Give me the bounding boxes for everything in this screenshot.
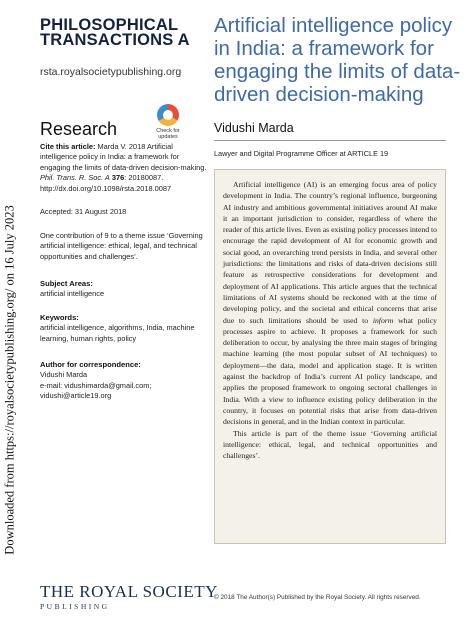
author-name: Vidushi Marda: [214, 121, 294, 135]
subject-value: artificial intelligence: [40, 289, 105, 299]
citation-block: [40, 142, 210, 194]
keywords: [40, 313, 210, 344]
cite-text: Marda V. 2018 Artificial intelligence policy in India: a framework for engaging the limits of data-driven decision-making.: [40, 142, 207, 172]
abstract-text-b: what policy processes aspire to achieve. It proposes a framework for such deliberation to occur, by analysing the three main stages of bringing machine learning (the most popular subset of AI techniques) to deployment—the data, model and application stage. It is written against the backdrop of India’s current AI policy landscape, and applies the proposed framework to ongoing sectoral challenges in India. With a view to influence existing policy deliberation in the country, it focuses on potential risks that arise from data-driven decisions in general, and in the Indian context in particular.: [223, 315, 437, 427]
abstract-theme-note: This article is part of the theme issue ‘Governing artificial intelligence: ethical, legal, and technical opportunities and challenges’.: [223, 428, 437, 461]
download-note: Downloaded from https://royalsocietypublishing.org/ on 16 July 2023: [2, 205, 17, 555]
cite-label: Cite this article:: [40, 142, 96, 151]
keywords-value: artificial intelligence, algorithms, India, machine learning, human rights, policy: [40, 323, 195, 343]
rs-logo-line2: PUBLISHING: [40, 602, 110, 611]
accepted-date: Accepted: 31 August 2018: [40, 207, 127, 216]
cite-volume: 376: [111, 173, 125, 183]
badge-line1: Check for: [156, 128, 180, 134]
badge-line2: updates: [158, 134, 178, 140]
journal-name-line1: PHILOSOPHICAL: [40, 16, 179, 34]
divider: [214, 140, 446, 141]
journal-logo: [40, 18, 190, 48]
keywords-head: Keywords:: [40, 313, 79, 322]
email-1[interactable]: vidushimarda@gmail.com;: [64, 380, 152, 390]
rs-logo-line1: THE ROYAL SOCIETY: [40, 582, 218, 601]
journal-name-line2: TRANSACTIONS A: [40, 31, 190, 49]
crossmark-icon: [157, 104, 179, 126]
subject-areas: [40, 279, 210, 300]
cite-pages: : 20180087.: [124, 173, 164, 183]
article-title: Artificial intelligence policy in India: a framework for engaging the limits of data-driven decision-making: [214, 14, 461, 106]
correspondence-name: Vidushi Marda: [40, 370, 88, 380]
abstract-paragraph: [223, 179, 437, 428]
email-label: e-mail:: [40, 380, 65, 390]
abstract-emphasis: inform: [372, 315, 394, 325]
download-watermark: [3, 150, 17, 610]
copyright-note: © 2018 The Author(s) Published by the Royal Society. All rights reserved.: [214, 594, 421, 601]
theme-issue-note: One contribution of 9 to a theme issue ‘Governing artificial intelligence: ethical, legal, and technical opportunities and challenges’.: [40, 231, 203, 261]
correspondence-head: Author for correspondence:: [40, 360, 141, 369]
cite-doi[interactable]: http://dx.doi.org/10.1098/rsta.2018.0087: [40, 183, 172, 193]
subject-head: Subject Areas:: [40, 279, 93, 288]
cite-journal: Phil. Trans. R. Soc. A: [40, 173, 110, 183]
royal-society-logo: [40, 582, 218, 611]
correspondence: [40, 360, 210, 402]
section-label: Research: [40, 119, 118, 139]
journal-url[interactable]: rsta.royalsocietypublishing.org: [40, 66, 182, 78]
author-affiliation: Lawyer and Digital Programme Officer at ARTICLE 19: [214, 149, 389, 158]
abstract-text-a: Artificial intelligence (AI) is an emerging focus area of policy development in India. The country’s regional influence, burgeoning AI industry and ambitious governmental initiatives around AI make it an important jurisdiction to consider, regardless of where the reader of this article lives. Even as existing policy processes intend to encourage the rapid development of AI for economic growth and social good, an overarching trend persists in India, and several other jurisdictions: the limitations and risks of data-driven decisions still feature as retrospective considerations for development and deployment of AI applications. This article argues that the technical limitations of AI systems should be reckoned with at the time of developing policy, and the societal and ethical concerns that arise due to such limitations should be used to: [223, 180, 437, 325]
email-2[interactable]: vidushi@article19.org: [40, 391, 112, 401]
abstract-box: [214, 169, 446, 544]
check-for-updates-badge[interactable]: [148, 104, 188, 140]
